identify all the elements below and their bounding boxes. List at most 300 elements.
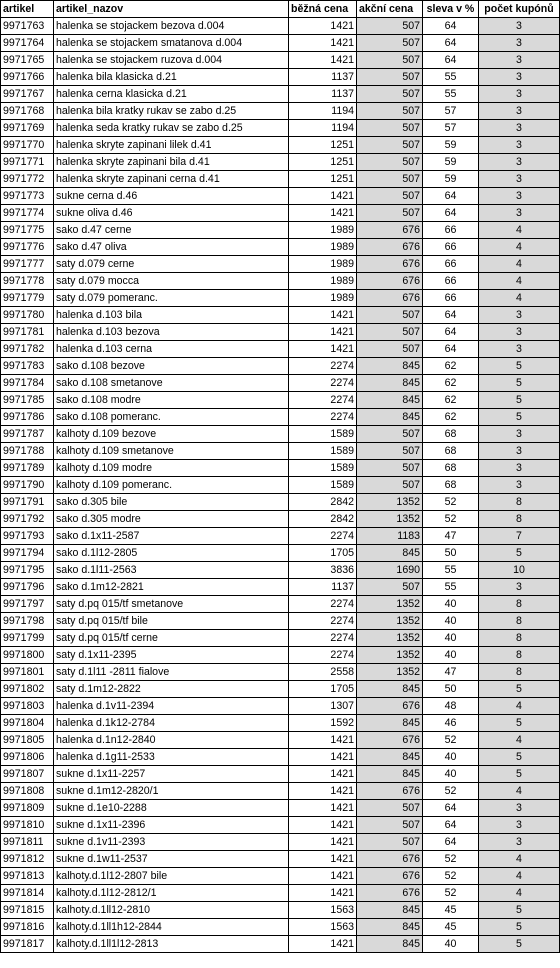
cell-pocet-kuponu: 3	[479, 120, 560, 137]
cell-artikel-nazov: halenka d.1g11-2533	[54, 749, 289, 766]
cell-sleva: 40	[423, 647, 479, 664]
cell-akcni-cena: 507	[357, 460, 423, 477]
cell-pocet-kuponu: 8	[479, 596, 560, 613]
cell-artikel: 9971814	[1, 885, 54, 902]
cell-akcni-cena: 1183	[357, 528, 423, 545]
cell-pocet-kuponu: 4	[479, 290, 560, 307]
cell-pocet-kuponu: 5	[479, 392, 560, 409]
cell-bezna-cena: 1421	[289, 307, 357, 324]
table-row	[1, 511, 560, 528]
cell-artikel-nazov: sukne d.1v11-2393	[54, 834, 289, 851]
cell-akcni-cena: 676	[357, 732, 423, 749]
cell-artikel-nazov: kalhoty.d.1ll1h12-2844	[54, 919, 289, 936]
cell-pocet-kuponu: 5	[479, 375, 560, 392]
cell-sleva: 64	[423, 52, 479, 69]
table-row	[1, 562, 560, 579]
table-row	[1, 715, 560, 732]
cell-pocet-kuponu: 5	[479, 749, 560, 766]
cell-artikel: 9971772	[1, 171, 54, 188]
cell-pocet-kuponu: 4	[479, 256, 560, 273]
cell-artikel: 9971782	[1, 341, 54, 358]
table-row	[1, 834, 560, 851]
cell-sleva: 64	[423, 307, 479, 324]
cell-artikel-nazov: sako d.1m12-2821	[54, 579, 289, 596]
cell-pocet-kuponu: 3	[479, 154, 560, 171]
cell-bezna-cena: 1589	[289, 460, 357, 477]
table-row	[1, 817, 560, 834]
cell-bezna-cena: 2274	[289, 358, 357, 375]
cell-akcni-cena: 507	[357, 426, 423, 443]
cell-artikel-nazov: kalhoty.d.1ll1l12-2813	[54, 936, 289, 953]
cell-akcni-cena: 507	[357, 69, 423, 86]
cell-sleva: 52	[423, 885, 479, 902]
cell-artikel-nazov: halenka skryte zapinani bila d.41	[54, 154, 289, 171]
cell-akcni-cena: 507	[357, 137, 423, 154]
cell-bezna-cena: 2842	[289, 494, 357, 511]
table-row	[1, 613, 560, 630]
table-row	[1, 137, 560, 154]
table-row	[1, 69, 560, 86]
cell-artikel-nazov: saty d.079 cerne	[54, 256, 289, 273]
cell-artikel-nazov: kalhoty.d.1l12-2807 bile	[54, 868, 289, 885]
cell-sleva: 64	[423, 205, 479, 222]
cell-bezna-cena: 1421	[289, 834, 357, 851]
cell-artikel: 9971767	[1, 86, 54, 103]
cell-pocet-kuponu: 3	[479, 35, 560, 52]
table-row	[1, 936, 560, 953]
header-sleva: sleva v %	[423, 1, 479, 18]
cell-akcni-cena: 676	[357, 222, 423, 239]
cell-bezna-cena: 1705	[289, 681, 357, 698]
table-row	[1, 409, 560, 426]
table-row	[1, 35, 560, 52]
cell-artikel-nazov: halenka se stojackem smatanova d.004	[54, 35, 289, 52]
cell-bezna-cena: 1421	[289, 851, 357, 868]
table-row	[1, 732, 560, 749]
cell-pocet-kuponu: 8	[479, 494, 560, 511]
cell-bezna-cena: 2274	[289, 528, 357, 545]
cell-sleva: 68	[423, 460, 479, 477]
cell-artikel: 9971800	[1, 647, 54, 664]
cell-bezna-cena: 1421	[289, 35, 357, 52]
cell-akcni-cena: 676	[357, 273, 423, 290]
cell-sleva: 52	[423, 851, 479, 868]
cell-artikel-nazov: saty d.1l11 -2811 fialove	[54, 664, 289, 681]
cell-akcni-cena: 1352	[357, 511, 423, 528]
cell-sleva: 57	[423, 120, 479, 137]
cell-artikel-nazov: kalhoty d.109 bezove	[54, 426, 289, 443]
table-row	[1, 851, 560, 868]
cell-akcni-cena: 845	[357, 749, 423, 766]
cell-sleva: 62	[423, 409, 479, 426]
cell-pocet-kuponu: 10	[479, 562, 560, 579]
cell-artikel-nazov: sako d.1l12-2805	[54, 545, 289, 562]
cell-sleva: 52	[423, 494, 479, 511]
cell-akcni-cena: 845	[357, 766, 423, 783]
cell-bezna-cena: 1421	[289, 783, 357, 800]
cell-pocet-kuponu: 5	[479, 902, 560, 919]
cell-bezna-cena: 1421	[289, 749, 357, 766]
cell-pocet-kuponu: 8	[479, 664, 560, 681]
cell-sleva: 50	[423, 545, 479, 562]
header-bezna-cena: běžná cena	[289, 1, 357, 18]
cell-artikel: 9971815	[1, 902, 54, 919]
table-row	[1, 783, 560, 800]
cell-artikel-nazov: sako d.1x11-2587	[54, 528, 289, 545]
cell-pocet-kuponu: 5	[479, 409, 560, 426]
table-row	[1, 358, 560, 375]
cell-pocet-kuponu: 8	[479, 630, 560, 647]
cell-bezna-cena: 1421	[289, 52, 357, 69]
cell-sleva: 59	[423, 137, 479, 154]
table-row	[1, 324, 560, 341]
cell-bezna-cena: 1989	[289, 290, 357, 307]
cell-akcni-cena: 845	[357, 545, 423, 562]
cell-artikel: 9971775	[1, 222, 54, 239]
cell-artikel-nazov: saty d.079 mocca	[54, 273, 289, 290]
table-row	[1, 86, 560, 103]
cell-bezna-cena: 3836	[289, 562, 357, 579]
cell-akcni-cena: 507	[357, 120, 423, 137]
cell-artikel: 9971791	[1, 494, 54, 511]
cell-bezna-cena: 1421	[289, 324, 357, 341]
cell-pocet-kuponu: 3	[479, 460, 560, 477]
table-row	[1, 460, 560, 477]
cell-akcni-cena: 507	[357, 154, 423, 171]
cell-bezna-cena: 2558	[289, 664, 357, 681]
cell-artikel: 9971807	[1, 766, 54, 783]
cell-artikel: 9971798	[1, 613, 54, 630]
cell-akcni-cena: 845	[357, 392, 423, 409]
cell-bezna-cena: 1989	[289, 239, 357, 256]
cell-pocet-kuponu: 3	[479, 86, 560, 103]
cell-sleva: 47	[423, 528, 479, 545]
cell-bezna-cena: 2274	[289, 392, 357, 409]
cell-pocet-kuponu: 5	[479, 681, 560, 698]
cell-sleva: 55	[423, 86, 479, 103]
table-row	[1, 375, 560, 392]
cell-sleva: 59	[423, 171, 479, 188]
cell-artikel: 9971793	[1, 528, 54, 545]
cell-sleva: 40	[423, 766, 479, 783]
cell-artikel: 9971804	[1, 715, 54, 732]
cell-artikel-nazov: halenka cerna klasicka d.21	[54, 86, 289, 103]
cell-sleva: 64	[423, 800, 479, 817]
cell-sleva: 64	[423, 834, 479, 851]
table-row	[1, 800, 560, 817]
cell-sleva: 64	[423, 35, 479, 52]
cell-bezna-cena: 1421	[289, 800, 357, 817]
table-row	[1, 188, 560, 205]
cell-bezna-cena: 1307	[289, 698, 357, 715]
cell-bezna-cena: 1705	[289, 545, 357, 562]
table-row	[1, 477, 560, 494]
cell-sleva: 62	[423, 358, 479, 375]
cell-bezna-cena: 1137	[289, 579, 357, 596]
cell-pocet-kuponu: 3	[479, 171, 560, 188]
table-row	[1, 103, 560, 120]
cell-artikel-nazov: sukne d.1m12-2820/1	[54, 783, 289, 800]
cell-artikel-nazov: sako d.47 oliva	[54, 239, 289, 256]
cell-pocet-kuponu: 3	[479, 834, 560, 851]
table-row	[1, 154, 560, 171]
cell-akcni-cena: 676	[357, 290, 423, 307]
table-row	[1, 664, 560, 681]
cell-artikel: 9971769	[1, 120, 54, 137]
cell-artikel: 9971806	[1, 749, 54, 766]
cell-pocet-kuponu: 8	[479, 647, 560, 664]
cell-pocet-kuponu: 4	[479, 783, 560, 800]
cell-artikel-nazov: halenka bila klasicka d.21	[54, 69, 289, 86]
cell-pocet-kuponu: 3	[479, 443, 560, 460]
header-row	[1, 1, 560, 18]
cell-artikel-nazov: saty d.1m12-2822	[54, 681, 289, 698]
cell-artikel-nazov: kalhoty d.109 modre	[54, 460, 289, 477]
table-row	[1, 868, 560, 885]
cell-artikel: 9971817	[1, 936, 54, 953]
cell-bezna-cena: 1137	[289, 86, 357, 103]
cell-artikel: 9971768	[1, 103, 54, 120]
cell-sleva: 47	[423, 664, 479, 681]
cell-artikel-nazov: sako d.108 modre	[54, 392, 289, 409]
cell-artikel: 9971784	[1, 375, 54, 392]
cell-sleva: 52	[423, 732, 479, 749]
cell-sleva: 68	[423, 477, 479, 494]
cell-sleva: 46	[423, 715, 479, 732]
table-row	[1, 222, 560, 239]
cell-akcni-cena: 845	[357, 919, 423, 936]
cell-akcni-cena: 1352	[357, 494, 423, 511]
cell-bezna-cena: 1421	[289, 341, 357, 358]
cell-artikel-nazov: halenka d.103 bila	[54, 307, 289, 324]
table-row	[1, 919, 560, 936]
cell-akcni-cena: 676	[357, 783, 423, 800]
cell-bezna-cena: 1421	[289, 817, 357, 834]
cell-sleva: 66	[423, 273, 479, 290]
cell-artikel: 9971794	[1, 545, 54, 562]
cell-sleva: 64	[423, 341, 479, 358]
cell-pocet-kuponu: 5	[479, 545, 560, 562]
cell-sleva: 52	[423, 868, 479, 885]
cell-akcni-cena: 507	[357, 205, 423, 222]
cell-artikel-nazov: sukne d.1w11-2537	[54, 851, 289, 868]
cell-sleva: 66	[423, 222, 479, 239]
cell-pocet-kuponu: 3	[479, 69, 560, 86]
cell-pocet-kuponu: 3	[479, 477, 560, 494]
cell-bezna-cena: 1251	[289, 137, 357, 154]
cell-artikel: 9971792	[1, 511, 54, 528]
table-row	[1, 341, 560, 358]
cell-sleva: 68	[423, 443, 479, 460]
cell-bezna-cena: 1421	[289, 885, 357, 902]
table-row	[1, 426, 560, 443]
cell-artikel: 9971763	[1, 18, 54, 35]
cell-artikel-nazov: halenka d.1k12-2784	[54, 715, 289, 732]
cell-akcni-cena: 507	[357, 341, 423, 358]
cell-artikel-nazov: halenka seda kratky rukav se zabo d.25	[54, 120, 289, 137]
table-row	[1, 766, 560, 783]
cell-artikel-nazov: halenka d.1v11-2394	[54, 698, 289, 715]
cell-pocet-kuponu: 3	[479, 52, 560, 69]
cell-sleva: 55	[423, 69, 479, 86]
cell-pocet-kuponu: 3	[479, 188, 560, 205]
cell-bezna-cena: 1563	[289, 902, 357, 919]
cell-bezna-cena: 1421	[289, 18, 357, 35]
cell-akcni-cena: 1352	[357, 630, 423, 647]
cell-artikel: 9971799	[1, 630, 54, 647]
cell-akcni-cena: 1352	[357, 647, 423, 664]
cell-artikel: 9971801	[1, 664, 54, 681]
cell-pocet-kuponu: 4	[479, 885, 560, 902]
cell-sleva: 45	[423, 902, 479, 919]
cell-bezna-cena: 1137	[289, 69, 357, 86]
cell-bezna-cena: 1421	[289, 732, 357, 749]
cell-sleva: 62	[423, 375, 479, 392]
cell-akcni-cena: 845	[357, 358, 423, 375]
cell-akcni-cena: 676	[357, 885, 423, 902]
header-artikel: artikel	[1, 1, 54, 18]
cell-artikel: 9971780	[1, 307, 54, 324]
cell-artikel: 9971776	[1, 239, 54, 256]
cell-bezna-cena: 1592	[289, 715, 357, 732]
cell-akcni-cena: 507	[357, 800, 423, 817]
cell-artikel: 9971774	[1, 205, 54, 222]
cell-bezna-cena: 2274	[289, 647, 357, 664]
cell-bezna-cena: 2274	[289, 596, 357, 613]
cell-artikel-nazov: kalhoty d.109 smetanove	[54, 443, 289, 460]
cell-akcni-cena: 1352	[357, 613, 423, 630]
table-row	[1, 698, 560, 715]
cell-artikel: 9971802	[1, 681, 54, 698]
cell-pocet-kuponu: 5	[479, 715, 560, 732]
cell-artikel-nazov: sukne cerna d.46	[54, 188, 289, 205]
cell-pocet-kuponu: 4	[479, 851, 560, 868]
cell-artikel: 9971781	[1, 324, 54, 341]
cell-bezna-cena: 1421	[289, 188, 357, 205]
cell-bezna-cena: 1421	[289, 205, 357, 222]
cell-artikel: 9971811	[1, 834, 54, 851]
cell-artikel-nazov: halenka d.1n12-2840	[54, 732, 289, 749]
cell-pocet-kuponu: 8	[479, 511, 560, 528]
table-row	[1, 307, 560, 324]
table-row	[1, 596, 560, 613]
cell-sleva: 50	[423, 681, 479, 698]
cell-akcni-cena: 507	[357, 52, 423, 69]
cell-artikel-nazov: sako d.108 pomeranc.	[54, 409, 289, 426]
cell-akcni-cena: 1690	[357, 562, 423, 579]
table-row	[1, 579, 560, 596]
cell-sleva: 57	[423, 103, 479, 120]
cell-sleva: 62	[423, 392, 479, 409]
cell-artikel: 9971803	[1, 698, 54, 715]
cell-akcni-cena: 507	[357, 103, 423, 120]
table-row	[1, 52, 560, 69]
cell-artikel: 9971808	[1, 783, 54, 800]
cell-akcni-cena: 507	[357, 834, 423, 851]
cell-sleva: 66	[423, 256, 479, 273]
header-pocet-kuponu: počet kupónů	[479, 1, 560, 18]
cell-pocet-kuponu: 3	[479, 137, 560, 154]
cell-sleva: 68	[423, 426, 479, 443]
table-row	[1, 290, 560, 307]
cell-artikel-nazov: halenka bila kratky rukav se zabo d.25	[54, 103, 289, 120]
cell-artikel: 9971765	[1, 52, 54, 69]
table-row	[1, 681, 560, 698]
cell-artikel-nazov: saty d.1x11-2395	[54, 647, 289, 664]
cell-akcni-cena: 676	[357, 698, 423, 715]
cell-sleva: 64	[423, 188, 479, 205]
table-row	[1, 545, 560, 562]
cell-pocet-kuponu: 4	[479, 222, 560, 239]
cell-akcni-cena: 845	[357, 902, 423, 919]
table-row	[1, 273, 560, 290]
cell-pocet-kuponu: 5	[479, 358, 560, 375]
cell-artikel: 9971809	[1, 800, 54, 817]
cell-akcni-cena: 507	[357, 324, 423, 341]
cell-sleva: 64	[423, 324, 479, 341]
cell-artikel: 9971788	[1, 443, 54, 460]
cell-sleva: 40	[423, 596, 479, 613]
cell-akcni-cena: 676	[357, 868, 423, 885]
table-row	[1, 494, 560, 511]
cell-pocet-kuponu: 4	[479, 868, 560, 885]
cell-sleva: 64	[423, 18, 479, 35]
cell-sleva: 45	[423, 919, 479, 936]
cell-artikel-nazov: halenka skryte zapinani cerna d.41	[54, 171, 289, 188]
cell-pocet-kuponu: 3	[479, 579, 560, 596]
cell-artikel-nazov: halenka d.103 cerna	[54, 341, 289, 358]
cell-artikel-nazov: saty d.pq 015/tf cerne	[54, 630, 289, 647]
cell-pocet-kuponu: 3	[479, 426, 560, 443]
cell-artikel-nazov: halenka d.103 bezova	[54, 324, 289, 341]
cell-sleva: 52	[423, 511, 479, 528]
cell-bezna-cena: 1589	[289, 426, 357, 443]
cell-artikel: 9971783	[1, 358, 54, 375]
cell-akcni-cena: 507	[357, 171, 423, 188]
cell-artikel: 9971787	[1, 426, 54, 443]
cell-bezna-cena: 1421	[289, 868, 357, 885]
table-row	[1, 120, 560, 137]
cell-artikel: 9971777	[1, 256, 54, 273]
cell-artikel-nazov: sukne d.1x11-2396	[54, 817, 289, 834]
table-row	[1, 885, 560, 902]
cell-artikel-nazov: sako d.108 smetanove	[54, 375, 289, 392]
cell-artikel-nazov: halenka se stojackem bezova d.004	[54, 18, 289, 35]
cell-akcni-cena: 507	[357, 188, 423, 205]
cell-pocet-kuponu: 7	[479, 528, 560, 545]
cell-bezna-cena: 1251	[289, 171, 357, 188]
cell-akcni-cena: 676	[357, 851, 423, 868]
cell-pocet-kuponu: 3	[479, 817, 560, 834]
cell-bezna-cena: 1251	[289, 154, 357, 171]
cell-artikel-nazov: sukne d.1e10-2288	[54, 800, 289, 817]
cell-artikel: 9971816	[1, 919, 54, 936]
cell-akcni-cena: 507	[357, 443, 423, 460]
cell-pocet-kuponu: 4	[479, 732, 560, 749]
cell-artikel: 9971789	[1, 460, 54, 477]
cell-bezna-cena: 1194	[289, 103, 357, 120]
cell-pocet-kuponu: 4	[479, 239, 560, 256]
cell-artikel: 9971773	[1, 188, 54, 205]
cell-akcni-cena: 507	[357, 86, 423, 103]
header-artikel-nazov: artikel_nazov	[54, 1, 289, 18]
table-row	[1, 205, 560, 222]
cell-bezna-cena: 2274	[289, 375, 357, 392]
cell-pocet-kuponu: 5	[479, 766, 560, 783]
table-row	[1, 18, 560, 35]
cell-bezna-cena: 1589	[289, 477, 357, 494]
cell-artikel: 9971797	[1, 596, 54, 613]
